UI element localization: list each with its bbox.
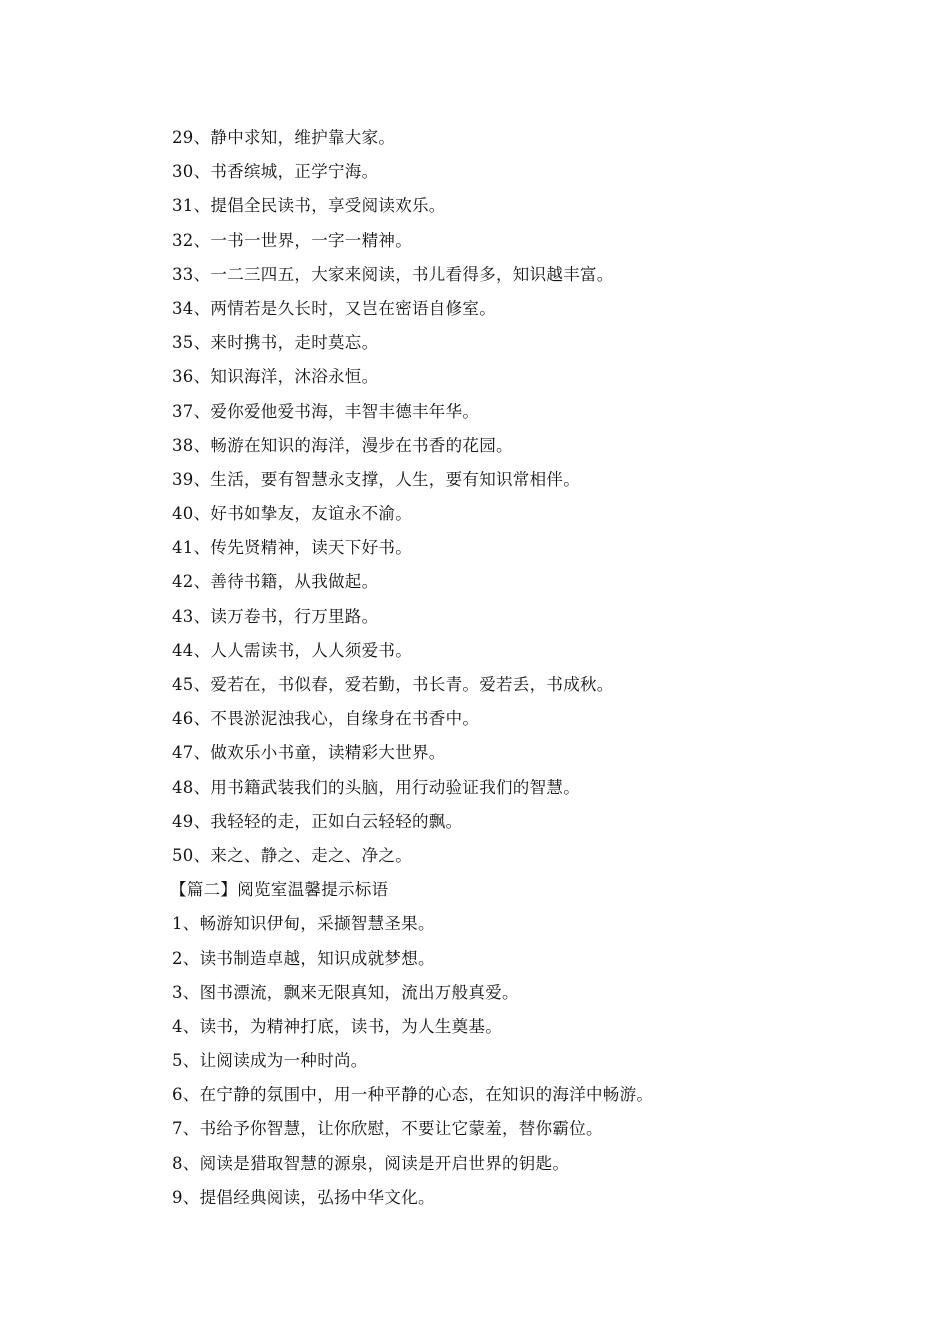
slogan-32: 32、一书一世界，一字一精神。 [172, 230, 412, 250]
slogan-2-5: 5、让阅读成为一种时尚。 [172, 1051, 368, 1071]
slogan-49: 49、我轻轻的走，正如白云轻轻的飘。 [172, 811, 463, 831]
slogan-42: 42、善待书籍，从我做起。 [172, 572, 379, 592]
slogan-2-1: 1、畅游知识伊甸，采撷智慧圣果。 [172, 914, 435, 934]
slogan-46: 46、不畏淤泥浊我心，自缘身在书香中。 [172, 709, 480, 729]
slogan-2-6: 6、在宁静的氛围中，用一种平静的心态，在知识的海洋中畅游。 [172, 1085, 654, 1105]
slogan-2-9: 9、提倡经典阅读，弘扬中华文化。 [172, 1187, 435, 1207]
slogan-43: 43、读万卷书，行万里路。 [172, 606, 379, 626]
slogan-41: 41、传先贤精神，读天下好书。 [172, 538, 412, 558]
slogan-2-4: 4、读书，为精神打底，读书，为人生奠基。 [172, 1016, 502, 1036]
slogan-2-2: 2、读书制造卓越，知识成就梦想。 [172, 948, 435, 968]
slogan-2-8: 8、阅读是猎取智慧的源泉，阅读是开启世界的钥匙。 [172, 1153, 570, 1173]
slogan-47: 47、做欢乐小书童，读精彩大世界。 [172, 743, 446, 763]
slogan-50: 50、来之、静之、走之、净之。 [172, 845, 412, 865]
slogan-29: 29、静中求知，维护靠大家。 [172, 128, 396, 147]
slogan-44: 44、人人需读书，人人须爱书。 [172, 640, 412, 660]
slogan-2-3: 3、图书漂流，飘来无限真知，流出万般真爱。 [172, 982, 519, 1002]
slogan-34: 34、两情若是久长时，又岂在密语自修室。 [172, 298, 496, 318]
slogan-48: 48、用书籍武装我们的头脑，用行动验证我们的智慧。 [172, 777, 580, 797]
slogan-31: 31、提倡全民读书，享受阅读欢乐。 [172, 196, 446, 216]
slogan-30: 30、书香缤城，正学宁海。 [172, 162, 379, 182]
slogan-2-7: 7、书给予你智慧，让你欣慰，不要让它蒙羞，替你霸位。 [172, 1119, 603, 1139]
slogan-list-part-one [172, 121, 872, 873]
slogan-35: 35、来时携书，走时莫忘。 [172, 333, 379, 353]
slogan-33: 33、一二三四五，大家来阅读，书儿看得多，知识越丰富。 [172, 264, 614, 284]
slogan-39: 39、生活，要有智慧永支撑，人生，要有知识常相伴。 [172, 469, 580, 489]
slogan-38: 38、畅游在知识的海洋，漫步在书香的花园。 [172, 435, 513, 455]
slogan-list-part-two [172, 907, 872, 1215]
slogan-36: 36、知识海洋，沐浴永恒。 [172, 367, 379, 387]
document-body [172, 121, 872, 1215]
slogan-45: 45、爱若在，书似春，爱若勤，书长青。爱若丢，书成秋。 [172, 675, 614, 694]
section-heading: 【篇二】阅览室温馨提示标语 [170, 880, 389, 900]
slogan-37: 37、爱你爱他爱书海，丰智丰德丰年华。 [172, 401, 480, 421]
slogan-40: 40、好书如挚友，友谊永不渝。 [172, 504, 412, 524]
